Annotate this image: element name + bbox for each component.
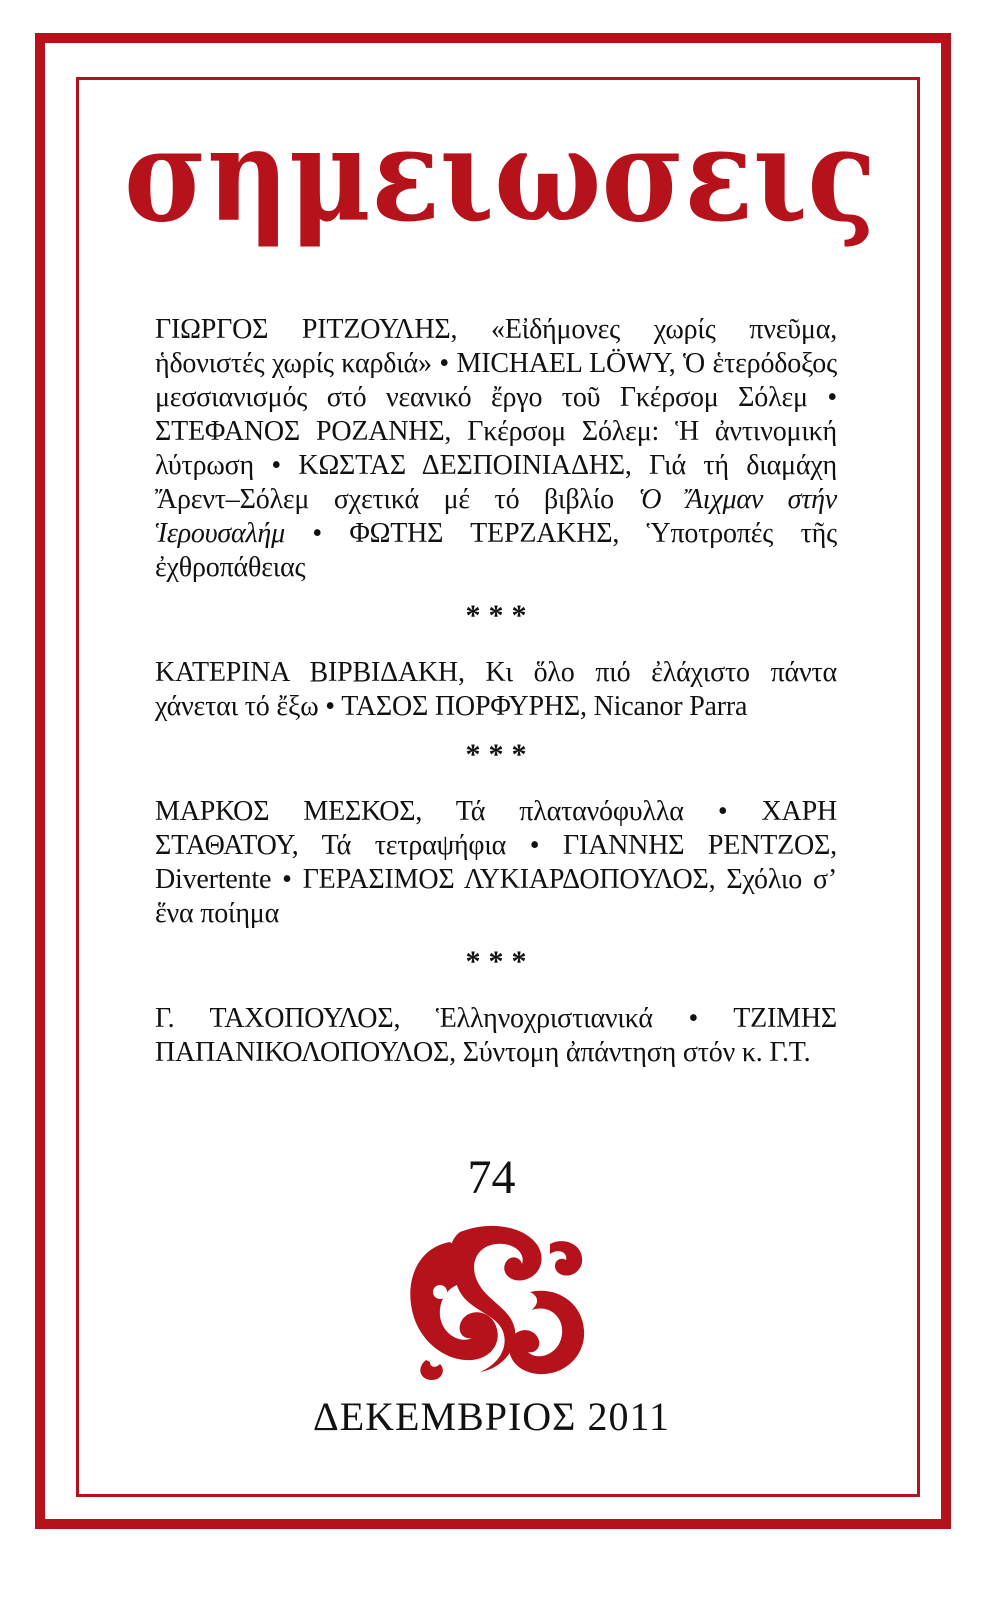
article-title: Γκέρσομ Σόλεμ: Ἡ ἀντινομική λύτρωση xyxy=(155,416,837,481)
contributor-name: MICHAEL LÖWY xyxy=(456,348,669,379)
article-title: Ὑποτροπές τῆς ἐχθροπάθειας xyxy=(155,518,837,583)
contributor-name: ΜΑΡΚΟΣ ΜΕΣΚΟΣ xyxy=(155,796,416,827)
contributor-name: ΤΑΣΟΣ ΠΟΡΦΥΡΗΣ xyxy=(341,691,580,722)
bullet-separator: • xyxy=(827,382,837,413)
ornamental-flourish-icon xyxy=(400,1222,590,1382)
article-title: Ὁ ἑτερόδοξος μεσσιανισμός στό νεανικό ἔργο τοῦ Γκέρσομ Σόλεμ xyxy=(155,348,837,413)
bullet-separator: • xyxy=(282,864,292,895)
contributor-name: ΦΩΤΗΣ ΤΕΡΖΑΚΗΣ xyxy=(349,518,613,549)
bullet-separator: • xyxy=(439,348,449,379)
article-title: Ἑλληνοχριστιανικά xyxy=(435,1003,653,1034)
bullet-separator: • xyxy=(325,691,335,722)
contributor-name: ΓΕΡΑΣΙΜΟΣ ΛΥΚΙΑΡΔΟΠΟΥΛΟΣ xyxy=(302,864,709,895)
issue-number: 74 xyxy=(467,1151,516,1204)
article-title: «Εἰδήμονες χωρίς πνεῦμα, ἡδονιστές χωρίς καρδιά» xyxy=(155,314,837,379)
article-title: Nicanor Parra xyxy=(593,691,748,722)
contributor-name: ΚΩΣΤΑΣ ΔΕΣΠΟΙΝΙΑΔΗΣ xyxy=(298,450,625,481)
contents-section-3: ΜΑΡΚΟΣ ΜΕΣΚΟΣ, Τά πλατανόφυλλα • ΧΑΡΗ ΣΤΑΘΑΤΟΥ, Τά τετραψήφια • ΓΙΑΝΝΗΣ ΡΕΝΤΖΟΣ, Divertente • ΓΕΡΑΣΙΜΟΣ ΛΥΚΙΑΡΔΟΠΟΥΛΟΣ, Σχόλιο σ’ ἕνα ποίημα xyxy=(155,796,837,929)
article-title: Τά πλατανόφυλλα xyxy=(455,796,684,827)
contributor-name: ΣΤΕΦΑΝΟΣ ΡΟΖΑΝΗΣ xyxy=(155,416,445,447)
article-title: Γιά τή διαμάχη Ἄρεντ–Σόλεμ σχετικά μέ τό βιβλίο xyxy=(155,450,838,515)
issue-date: ΔΕΚΕΜΒΡΙΟΣ 2011 xyxy=(313,1394,670,1439)
contributor-name: ΧΑΡΗ ΣΤΑΘΑΤΟΥ xyxy=(155,796,837,861)
section-separator: *** xyxy=(465,738,535,771)
masthead xyxy=(100,100,900,250)
bullet-separator: • xyxy=(717,796,728,827)
article-title: Τά τετραψήφια xyxy=(321,830,507,861)
article-title: Σύντομη ἀπάντηση στόν κ. Γ.Τ. xyxy=(462,1037,811,1068)
masthead-title: σημειωσεις xyxy=(124,101,876,250)
contents-section-4: Γ. ΤΑΧΟΠΟΥΛΟΣ, Ἑλληνοχριστιανικά • ΤΖΙΜΗΣ ΠΑΠΑΝΙΚΟΛΟΠΟΥΛΟΣ, Σύντομη ἀπάντηση στόν κ. Γ.Τ. xyxy=(155,1003,837,1068)
table-of-contents xyxy=(155,313,837,1070)
article-title: Κι ὅλο πιό ἐλάχιστο πάντα χάνεται τό ἔξω xyxy=(155,657,837,722)
contributor-name: ΓΙΑΝΝΗΣ ΡΕΝΤΖΟΣ xyxy=(563,830,831,861)
section-separator: *** xyxy=(465,945,535,978)
bullet-separator: • xyxy=(271,450,281,481)
contents-section-2: ΚΑΤΕΡΙΝΑ ΒΙΡΒΙΔΑΚΗ, Κι ὅλο πιό ἐλάχιστο πάντα χάνεται τό ἔξω • ΤΑΣΟΣ ΠΟΡΦΥΡΗΣ, Nicanor Parra xyxy=(155,657,837,722)
contents-section-1: ΓΙΩΡΓΟΣ ΡΙΤΖΟΥΛΗΣ, «Εἰδήμονες χωρίς πνεῦμα, ἡδονιστές χωρίς καρδιά» • MICHAEL LÖWY, Ὁ ἑτερόδοξος μεσσιανισμός στό νεανικό ἔργο τοῦ Γκέρσομ Σόλεμ • ΣΤΕΦΑΝΟΣ ΡΟΖΑΝΗΣ, Γκέρσομ Σόλεμ: Ἡ ἀντινομική λύτρωση • ΚΩΣΤΑΣ ΔΕΣΠΟΙΝΙΑΔΗΣ, Γιά τή διαμάχη Ἄρεντ–Σόλεμ σχετικά μέ τό βιβλίο Ὁ Ἄιχμαν στήν Ἱερουσαλήμ • ΦΩΤΗΣ ΤΕΡΖΑΚΗΣ, Ὑποτροπές τῆς ἐχθροπάθειας xyxy=(155,314,838,583)
contributor-name: ΚΑΤΕΡΙΝΑ ΒΙΡΒΙΔΑΚΗ xyxy=(155,657,458,688)
contributor-name: ΤΖΙΜΗΣ ΠΑΠΑΝΙΚΟΛΟΠΟΥΛΟΣ xyxy=(155,1003,837,1068)
book-title: Ὁ Ἄιχμαν στήν Ἱερουσαλήμ xyxy=(155,484,837,549)
contributor-name: ΓΙΩΡΓΟΣ ΡΙΤΖΟΥΛΗΣ xyxy=(155,314,451,345)
bullet-separator: • xyxy=(529,830,540,861)
section-separator: *** xyxy=(465,599,535,632)
article-title: Σχόλιο σ’ ἕνα ποίημα xyxy=(155,864,837,929)
article-title: Divertente xyxy=(155,864,272,895)
bullet-separator: • xyxy=(688,1003,699,1034)
contributor-name: Γ. ΤΑΧΟΠΟΥΛΟΣ xyxy=(155,1003,394,1034)
bullet-separator: • xyxy=(312,518,322,549)
